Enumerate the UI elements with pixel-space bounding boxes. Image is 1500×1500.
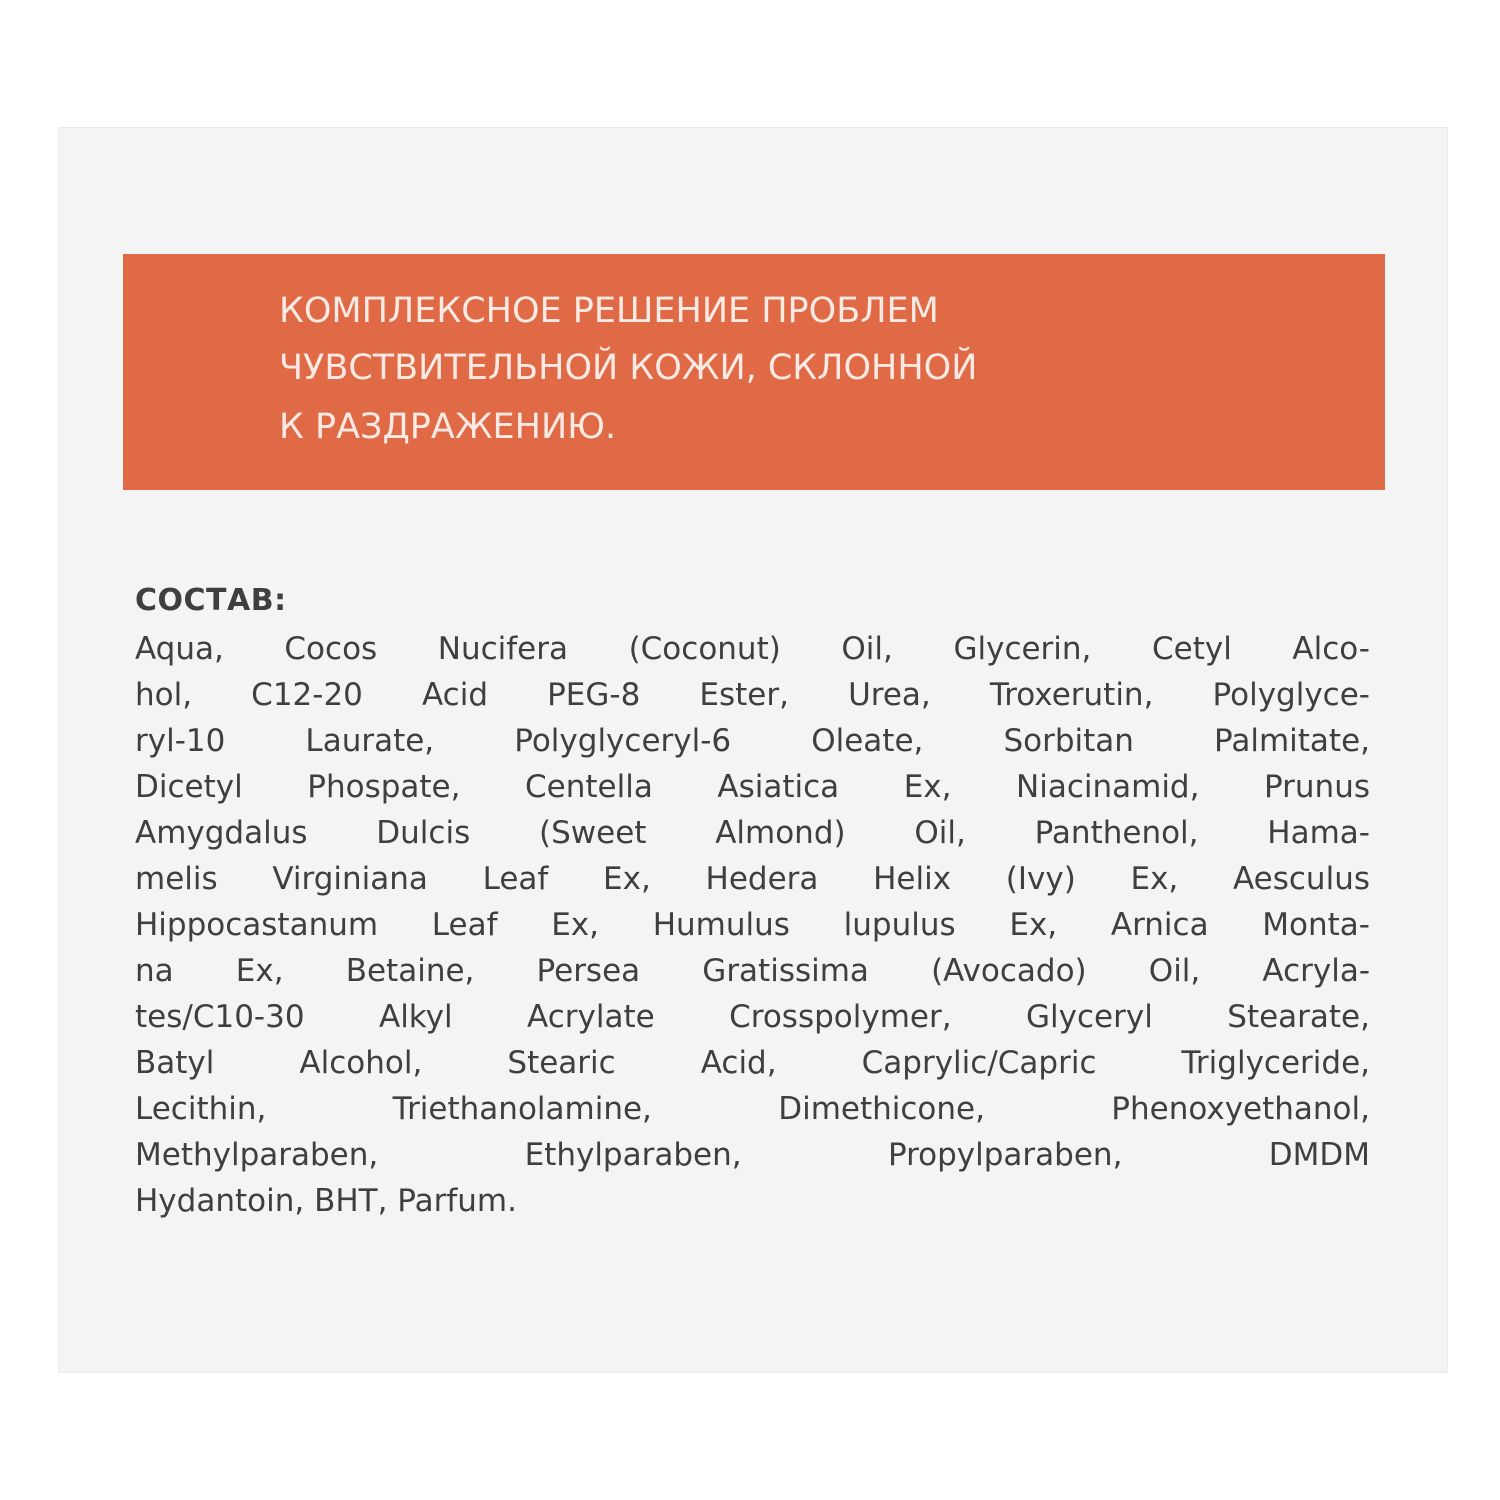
ingredients-line-6: melis Virginiana Leaf Ex, Hedera Helix (Ivy) Ex, Aesculus	[135, 861, 1370, 897]
ingredients-line-10: Batyl Alcohol, Stearic Acid, Caprylic/Capric Triglyceride,	[135, 1045, 1370, 1081]
composition-title: СОСТАВ:	[135, 583, 287, 618]
ingredients-line-4: Dicetyl Phospate, Centella Asiatica Ex, Niacinamid, Prunus	[135, 769, 1370, 805]
ingredients-line-11: Lecithin, Triethanolamine, Dimethicone, Phenoxyethanol,	[135, 1091, 1370, 1127]
banner-line-3: К РАЗДРАЖЕНИЮ.	[279, 407, 617, 447]
ingredients-line-1: Aqua, Cocos Nucifera (Coconut) Oil, Glycerin, Cetyl Alco-	[135, 631, 1370, 667]
ingredients-line-13: Hydantoin, BHT, Parfum.	[135, 1183, 517, 1219]
banner-line-2: ЧУВСТВИТЕЛЬНОЙ КОЖИ, СКЛОННОЙ	[279, 348, 978, 388]
ingredients-line-7: Hippocastanum Leaf Ex, Humulus lupulus Ex, Arnica Monta-	[135, 907, 1370, 943]
ingredients-line-5: Amygdalus Dulcis (Sweet Almond) Oil, Panthenol, Hama-	[135, 815, 1370, 851]
ingredients-line-8: na Ex, Betaine, Persea Gratissima (Avocado) Oil, Acryla-	[135, 953, 1370, 989]
ingredients-line-12: Methylparaben, Ethylparaben, Propylparaben, DMDM	[135, 1137, 1370, 1173]
ingredients-line-2: hol, C12-20 Acid PEG-8 Ester, Urea, Troxerutin, Polyglyce-	[135, 677, 1370, 713]
ingredients-line-9: tes/C10-30 Alkyl Acrylate Crosspolymer, Glyceryl Stearate,	[135, 999, 1370, 1035]
ingredients-line-3: ryl-10 Laurate, Polyglyceryl-6 Oleate, Sorbitan Palmitate,	[135, 723, 1370, 759]
banner-line-1: КОМПЛЕКСНОЕ РЕШЕНИЕ ПРОБЛЕМ	[279, 291, 939, 331]
